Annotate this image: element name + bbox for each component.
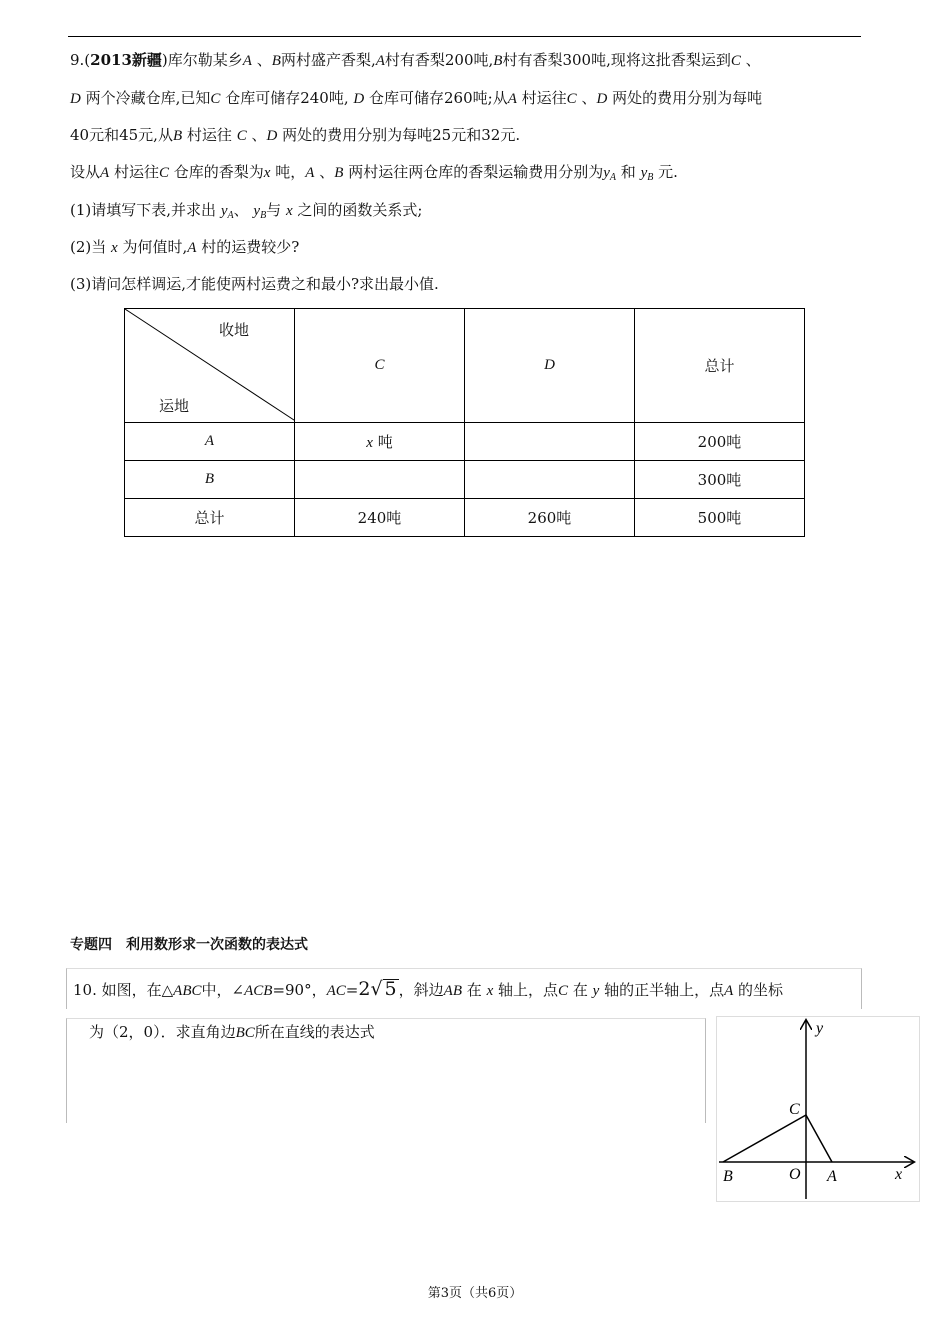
cell-c: x 吨 [295,423,465,461]
cell-total: 300吨 [635,461,805,499]
y-axis-label: y [816,1020,824,1037]
table-corner-cell [125,309,295,423]
origin-label: O [789,1166,801,1183]
header-c: C [295,309,465,423]
point-b-label: B [723,1168,733,1185]
row-label: B [125,461,295,499]
table-row [125,499,805,537]
q9-line-2: D 两个冷藏仓库,已知C 仓库可储存240吨, D 仓库可储存260吨;从A 村运往C 、D 两处的费用分别为每吨 [70,89,763,107]
triangle-abc [723,1115,832,1162]
point-a-label: A [827,1168,837,1185]
topic-heading: 专题四 利用数形求一次函数的表达式 [70,937,308,953]
cell-c [295,461,465,499]
cell-c: 240吨 [295,499,465,537]
header-total: 总计 [635,309,805,423]
row-label: A [125,423,295,461]
q9-part-1: (1)请填写下表,并求出 $y_A$、 $y_B$与 x 之间的函数关系式; [70,201,423,221]
q9-line-3: 40元和45元,从B 村运往 C 、D 两处的费用分别为每吨25元和32元. [70,126,521,144]
q10-line-1-box [66,968,862,1009]
cell-d [465,423,635,461]
top-rule [68,36,861,37]
table-row [125,461,805,499]
transport-table [124,308,805,537]
corner-diagonal [125,309,295,422]
q9-part-3: (3)请问怎样调运,才能使两村运费之和最小?求出最小值. [70,275,439,293]
cell-d [465,461,635,499]
q9-line-4: 设从A 村运往C 仓库的香梨为x 吨，A 、B 两村运往两仓库的香梨运输费用分别为$y_A$ 和 $y_B$ 元. [70,163,678,183]
q9-line-1: 9.(2013新疆)库尔勒某乡A 、B两村盛产香梨,A村有香梨200吨,B村有香梨300吨,现将这批香梨运到C 、 [70,51,761,69]
table-row [125,423,805,461]
q9-part-2: (2)当 x 为何值时,A 村的运费较少? [70,238,300,256]
table-header-row [125,309,805,423]
cell-total: 200吨 [635,423,805,461]
q10-line-1: 10. 如图，在△ABC中，∠ACB=90°，AC=2√ 5 ，斜边AB 在 x 轴上，点C 在 y 轴的正半轴上，点A 的坐标 [73,978,784,1000]
corner-label-origin: 运地 [159,397,190,415]
coordinate-figure [716,1016,920,1202]
cell-total: 500吨 [635,499,805,537]
cell-d: 260吨 [465,499,635,537]
q10-line-2: 为（2，0）．求直角边BC所在直线的表达式 [89,1023,375,1041]
q10-line-2-box [66,1018,706,1123]
page-number: 第3页（共6页） [427,1286,523,1301]
row-label: 总计 [125,499,295,537]
x-axis-label: x [895,1166,903,1183]
triangle-diagram [717,1017,919,1201]
corner-label-destination: 收地 [219,321,250,339]
point-c-label: C [789,1101,800,1118]
header-d: D [465,309,635,423]
